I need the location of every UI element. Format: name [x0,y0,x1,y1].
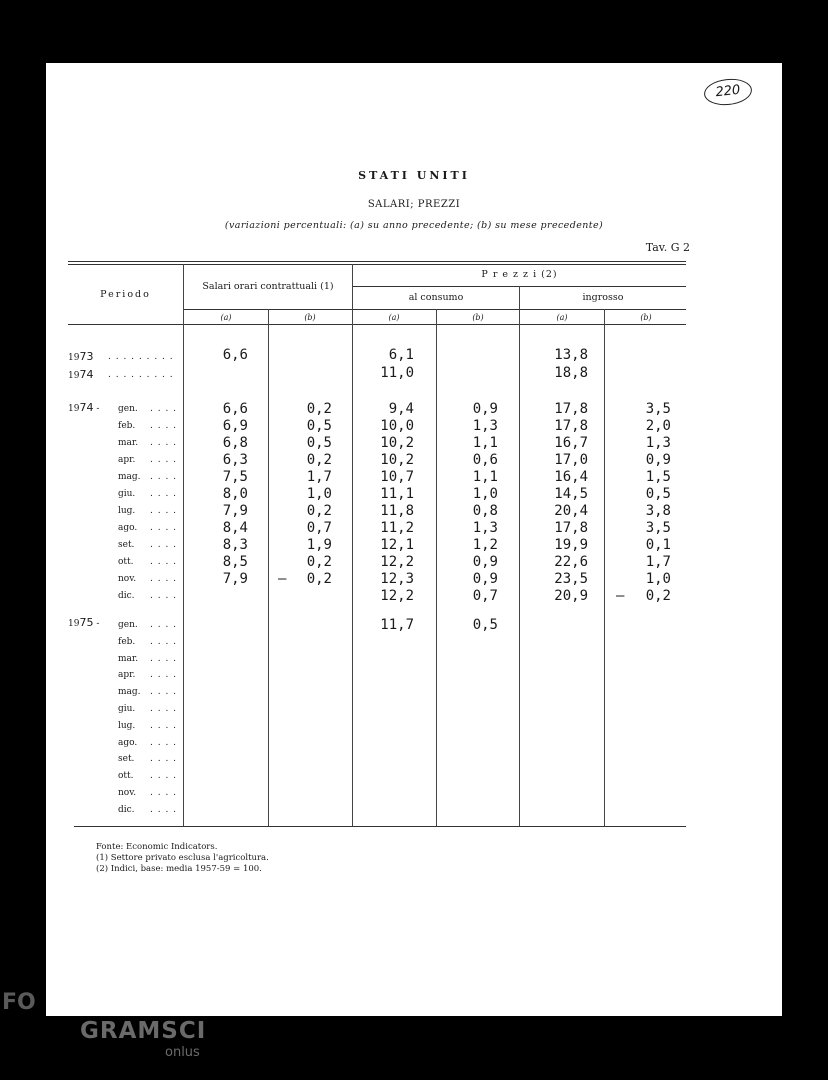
m74-cell-ing-a: 19,9 [554,537,588,553]
month-label: feb. [118,421,136,431]
vrule-6 [604,309,605,826]
m74-cell-con-b: 0,6 [472,452,498,468]
month-label: mag. [118,687,141,698]
m74-cell-sal-b: 0,2 [306,401,332,417]
m74-cell-con-b: 1,3 [472,418,498,434]
leader-dots: . . . . [150,754,178,765]
m74-cell-con-b: 0,7 [472,588,498,604]
m74-cell-sal-a: 7,9 [222,503,248,519]
m74-cell-con-b: 1,0 [472,486,498,502]
month-label: nov. [118,574,137,584]
year-prefix: 19 [68,619,80,629]
m74-cell-ing-b: 1,3 [645,435,671,451]
month-label: giu. [118,489,136,499]
leader-dots: . . . . [150,421,178,431]
m74-cell-ing-a: 17,8 [554,401,588,417]
leader-dots: . . . . [150,438,178,448]
m74-cell-ing-b: 3,5 [645,520,671,536]
m74-cell-con-b: 1,2 [472,537,498,553]
annual-cell-con-a: 11,0 [380,365,414,381]
m74-cell-sal-a: 8,4 [222,520,248,536]
month-label: gen. [118,404,138,414]
leader-dots: . . . . [150,455,178,465]
year-dash: - [93,404,100,414]
leader-dots: . . . . [150,489,178,499]
month-label: ott. [118,771,134,782]
month-label: ago. [118,523,138,533]
header-salari: Salari orari contrattuali (1) [202,281,334,292]
year-value: 74 [79,368,94,381]
m74-cell-sal-b: 0,7 [306,520,332,536]
month-label: dic. [118,804,135,815]
leader-dots: . . . . [150,636,178,647]
watermark-logo [0,990,220,1080]
rule-sub [183,309,686,310]
leader-dots: . . . . . . . . . [108,352,174,362]
leader-dots: . . . . [150,804,178,815]
page-title: STATI UNITI [358,169,470,182]
year-prefix: 19 [68,371,80,381]
leader-dots: . . . . [150,540,178,550]
year-1975-label [68,616,99,629]
footnotes [96,842,269,875]
leader-dots: . . . . [150,704,178,714]
leader-dots: . . . . [150,653,178,664]
m74-cell-sal-a: 6,8 [222,435,248,451]
m75-cell-con-b: 0,5 [472,617,498,633]
m74-cell-con-a: 9,4 [388,401,414,417]
m74-cell-sal-a: 8,0 [222,486,248,502]
m74-cell-ing-b: 0,9 [645,452,671,468]
footnote-2: (2) Indici, base: media 1957-59 = 100. [96,864,262,874]
m74-cell-sal-b: 0,2 [306,571,332,587]
logo-onlus: onlus [165,1045,200,1060]
vrule-1 [183,264,184,826]
m74-cell-sal-b: 0,2 [306,503,332,519]
m75-cell-con-a: 11,7 [380,617,414,633]
header-periodo: Periodo [100,289,151,300]
year-value: 75 [79,616,94,629]
minus-sign: – [616,588,625,604]
m74-cell-ing-b: 3,5 [645,401,671,417]
leader-dots: . . . . [150,788,178,798]
leader-dots: . . . . [150,557,178,567]
m74-cell-sal-b: 0,2 [306,554,332,570]
month-label: feb. [118,636,136,647]
vrule-3 [352,264,353,826]
logo-gramsci: GRAMSCI [80,1018,207,1044]
header-al-consumo: al consumo [408,292,464,303]
page-number-stamp: 220 [703,77,753,108]
m74-cell-ing-b: 0,5 [645,486,671,502]
m74-cell-ing-a: 20,4 [554,503,588,519]
year-value: 74 [79,401,94,414]
year-prefix: 19 [68,353,80,363]
m74-cell-sal-a: 6,3 [222,452,248,468]
m74-cell-ing-a: 22,6 [554,554,588,570]
sub-sal-b: (b) [304,313,316,322]
m74-cell-ing-b: 2,0 [645,418,671,434]
m74-cell-ing-a: 17,8 [554,418,588,434]
m74-cell-con-b: 0,9 [472,571,498,587]
m74-cell-ing-a: 17,0 [554,452,588,468]
minus-sign: – [278,571,287,587]
footnote-1: (1) Settore privato esclusa l'agricoltura. [96,853,269,863]
month-label: mag. [118,472,141,482]
sub-ing-a: (a) [556,313,568,322]
m74-cell-con-b: 0,8 [472,503,498,519]
m74-cell-ing-b: 1,0 [645,571,671,587]
m74-cell-con-a: 12,2 [380,588,414,604]
m74-cell-sal-b: 1,0 [306,486,332,502]
m74-cell-ing-b: 0,2 [645,588,671,604]
m74-cell-ing-a: 14,5 [554,486,588,502]
m74-cell-con-a: 12,2 [380,554,414,570]
vrule-5 [519,286,520,826]
m74-cell-ing-b: 3,8 [645,503,671,519]
m74-cell-ing-b: 1,5 [645,469,671,485]
rule-header-bottom [68,324,686,325]
m74-cell-con-a: 12,1 [380,537,414,553]
m74-cell-con-a: 11,8 [380,503,414,519]
leader-dots: . . . . [150,670,178,681]
leader-dots: . . . . [150,771,178,782]
m74-cell-con-a: 11,2 [380,520,414,536]
leader-dots: . . . . [150,737,178,748]
leader-dots: . . . . [150,591,178,601]
month-label: mar. [118,438,139,448]
month-label: set. [118,540,135,550]
m74-cell-ing-a: 16,4 [554,469,588,485]
m74-cell-sal-a: 8,3 [222,537,248,553]
leader-dots: . . . . [150,404,178,414]
m74-cell-ing-a: 23,5 [554,571,588,587]
m74-cell-sal-a: 7,5 [222,469,248,485]
vrule-2 [268,309,269,826]
leader-dots: . . . . [150,574,178,584]
m74-cell-sal-a: 6,9 [222,418,248,434]
rule-bottom [74,826,686,827]
m74-cell-sal-b: 1,9 [306,537,332,553]
month-label: apr. [118,670,136,681]
m74-cell-ing-a: 16,7 [554,435,588,451]
rule-top-2 [68,264,686,265]
m74-cell-ing-b: 1,7 [645,554,671,570]
page-subtitle: SALARI; PREZZI [367,199,461,210]
m74-cell-sal-a: 8,5 [222,554,248,570]
leader-dots: . . . . [150,720,178,731]
leader-dots: . . . . [150,506,178,516]
m74-cell-sal-a: 7,9 [222,571,248,587]
sub-ing-b: (b) [640,313,652,322]
m74-cell-con-a: 10,2 [380,435,414,451]
sub-con-a: (a) [388,313,400,322]
m74-cell-sal-b: 0,5 [306,435,332,451]
month-label: apr. [118,455,136,465]
header-ingrosso: ingrosso [582,292,624,303]
month-label: ago. [118,737,138,748]
sub-con-b: (b) [472,313,484,322]
m74-cell-con-b: 1,1 [472,435,498,451]
annual-cell-ing-a: 18,8 [554,365,588,381]
year-dash: - [93,619,100,629]
m74-cell-con-a: 10,2 [380,452,414,468]
m74-cell-con-a: 11,1 [380,486,414,502]
annual-cell-ing-a: 13,8 [554,347,588,363]
month-label: nov. [118,788,137,798]
leader-dots: . . . . [150,472,178,482]
leader-dots: . . . . [150,620,178,630]
m74-cell-sal-b: 0,2 [306,452,332,468]
leader-dots: . . . . [150,687,178,698]
m74-cell-con-a: 10,7 [380,469,414,485]
rule-top [68,261,686,262]
annual-year-label [68,368,93,381]
m74-cell-ing-a: 20,9 [554,588,588,604]
annual-cell-con-a: 6,1 [388,347,414,363]
year-prefix: 19 [68,404,80,414]
month-label: dic. [118,591,135,601]
month-label: giu. [118,704,136,714]
m74-cell-con-b: 1,3 [472,520,498,536]
vrule-4 [436,309,437,826]
month-label: set. [118,754,135,765]
sub-sal-a: (a) [220,313,232,322]
m74-cell-sal-b: 0,5 [306,418,332,434]
table-id: Tav. G 2 [645,241,690,254]
m74-cell-sal-b: 1,7 [306,469,332,485]
m74-cell-con-b: 0,9 [472,401,498,417]
document-page [46,63,782,1016]
m74-cell-con-b: 0,9 [472,554,498,570]
month-label: gen. [118,620,138,630]
m74-cell-con-a: 10,0 [380,418,414,434]
m74-cell-con-a: 12,3 [380,571,414,587]
month-label: mar. [118,653,139,664]
header-prezzi: P r e z z i (2) [481,269,558,280]
month-label: ott. [118,557,134,567]
month-label: lug. [118,720,136,731]
m74-cell-ing-a: 17,8 [554,520,588,536]
m74-cell-con-b: 1,1 [472,469,498,485]
annual-year-label [68,350,93,363]
year-1974-label [68,401,99,414]
table-caption: (variazioni percentuali: (a) su anno precedente; (b) su mese precedente) [224,220,604,231]
m74-cell-sal-a: 6,6 [222,401,248,417]
year-value: 73 [79,350,94,363]
leader-dots: . . . . . . . . . [108,370,174,380]
logo-fo: FO [2,990,36,1015]
m74-cell-ing-b: 0,1 [645,537,671,553]
leader-dots: . . . . [150,523,178,533]
annual-cell-sal-a: 6,6 [222,347,248,363]
footnote-source: Fonte: Economic Indicators. [96,842,218,852]
month-label: lug. [118,506,136,516]
